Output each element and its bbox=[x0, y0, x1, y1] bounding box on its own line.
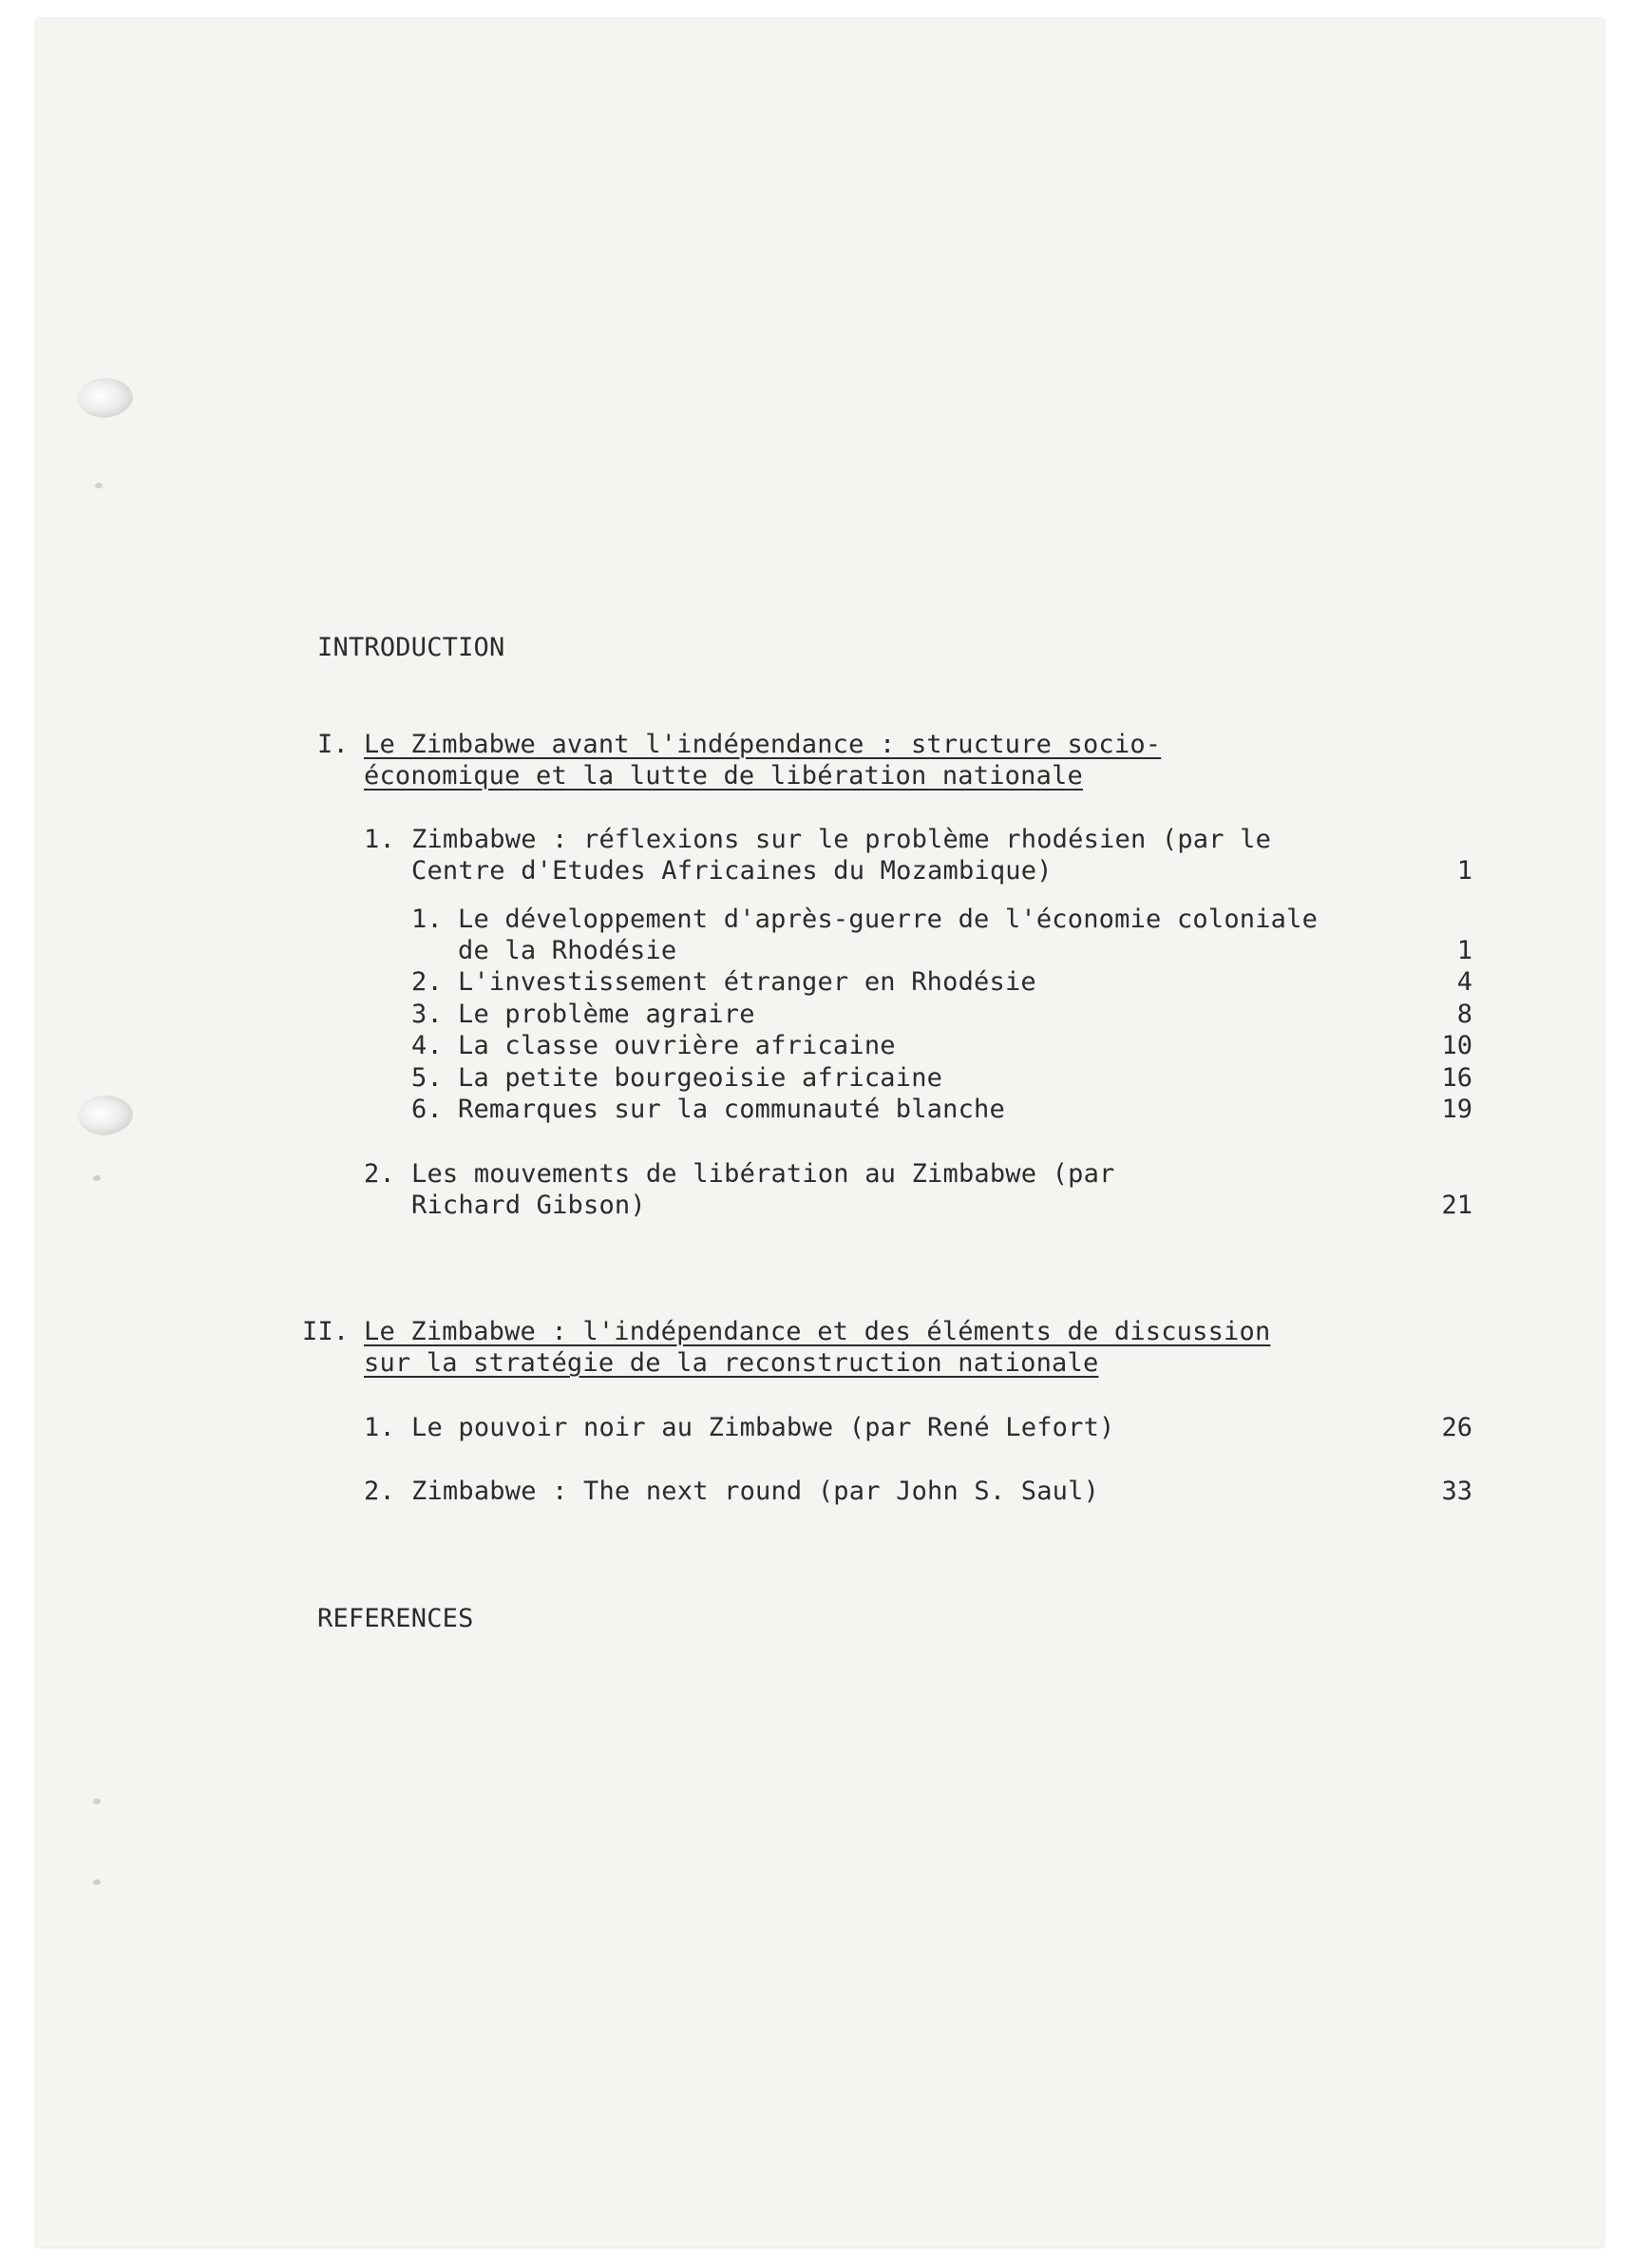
part1-title-line2: économique et la lutte de libération nationale bbox=[364, 761, 1083, 791]
punch-hole-top bbox=[78, 378, 133, 418]
part1-ch1-page: 1 bbox=[1456, 856, 1472, 886]
part1-ch1-number: 1. bbox=[364, 825, 395, 854]
sub2-line1: L'investissement étranger en Rhodésie bbox=[458, 967, 1036, 997]
part2-ch2-number: 2. bbox=[364, 1477, 395, 1506]
part2-ch1-line1: Le pouvoir noir au Zimbabwe (par René Lefort) bbox=[411, 1413, 1115, 1442]
part1-ch1-line1: Zimbabwe : réflexions sur le problème rhodésien (par le bbox=[411, 825, 1272, 854]
speck bbox=[95, 483, 103, 488]
part1-number: I. bbox=[317, 730, 349, 759]
part2-ch2-line1: Zimbabwe : The next round (par John S. Saul) bbox=[411, 1477, 1100, 1506]
part1-ch2-page: 21 bbox=[1441, 1191, 1472, 1220]
part1-ch2-line2: Richard Gibson) bbox=[411, 1191, 646, 1220]
sub4-page: 10 bbox=[1441, 1031, 1472, 1060]
sub5-number: 5. bbox=[411, 1063, 443, 1093]
sub1-line2: de la Rhodésie bbox=[458, 936, 677, 965]
part1-ch2-number: 2. bbox=[364, 1159, 395, 1189]
part2-ch1-number: 1. bbox=[364, 1413, 395, 1442]
sub1-line1: Le développement d'après-guerre de l'économie coloniale bbox=[458, 905, 1319, 934]
speck bbox=[93, 1175, 101, 1181]
speck bbox=[93, 1799, 101, 1804]
sub6-line1: Remarques sur la communauté blanche bbox=[458, 1095, 1005, 1124]
document-page bbox=[36, 19, 1604, 2247]
sub4-number: 4. bbox=[411, 1031, 443, 1060]
part2-ch1-page: 26 bbox=[1441, 1413, 1472, 1442]
part2-title-line1: Le Zimbabwe : l'indépendance et des éléments de discussion bbox=[364, 1317, 1271, 1346]
part1-ch1-line2: Centre d'Etudes Africaines du Mozambique) bbox=[411, 856, 1053, 886]
sub2-number: 2. bbox=[411, 967, 443, 997]
part2-number: II. bbox=[302, 1317, 350, 1346]
part2-ch2-page: 33 bbox=[1441, 1477, 1472, 1506]
sub3-page: 8 bbox=[1456, 1000, 1472, 1029]
sub1-page: 1 bbox=[1456, 936, 1472, 965]
part1-ch2-line1: Les mouvements de libération au Zimbabwe (par bbox=[411, 1159, 1115, 1189]
intro-heading: INTRODUCTION bbox=[317, 633, 505, 662]
part1-title-line1: Le Zimbabwe avant l'indépendance : structure socio- bbox=[364, 730, 1162, 759]
sub3-line1: Le problème agraire bbox=[458, 1000, 755, 1029]
sub6-number: 6. bbox=[411, 1095, 443, 1124]
sub6-page: 19 bbox=[1441, 1095, 1472, 1124]
sub2-page: 4 bbox=[1456, 967, 1472, 997]
sub5-page: 16 bbox=[1441, 1063, 1472, 1093]
speck bbox=[93, 1879, 101, 1885]
punch-hole-middle bbox=[78, 1096, 133, 1135]
part2-title-line2: sur la stratégie de la reconstruction nationale bbox=[364, 1348, 1099, 1378]
sub3-number: 3. bbox=[411, 1000, 443, 1029]
sub5-line1: La petite bourgeoisie africaine bbox=[458, 1063, 943, 1093]
sub4-line1: La classe ouvrière africaine bbox=[458, 1031, 896, 1060]
sub1-number: 1. bbox=[411, 905, 443, 934]
references-heading: REFERENCES bbox=[317, 1604, 474, 1633]
